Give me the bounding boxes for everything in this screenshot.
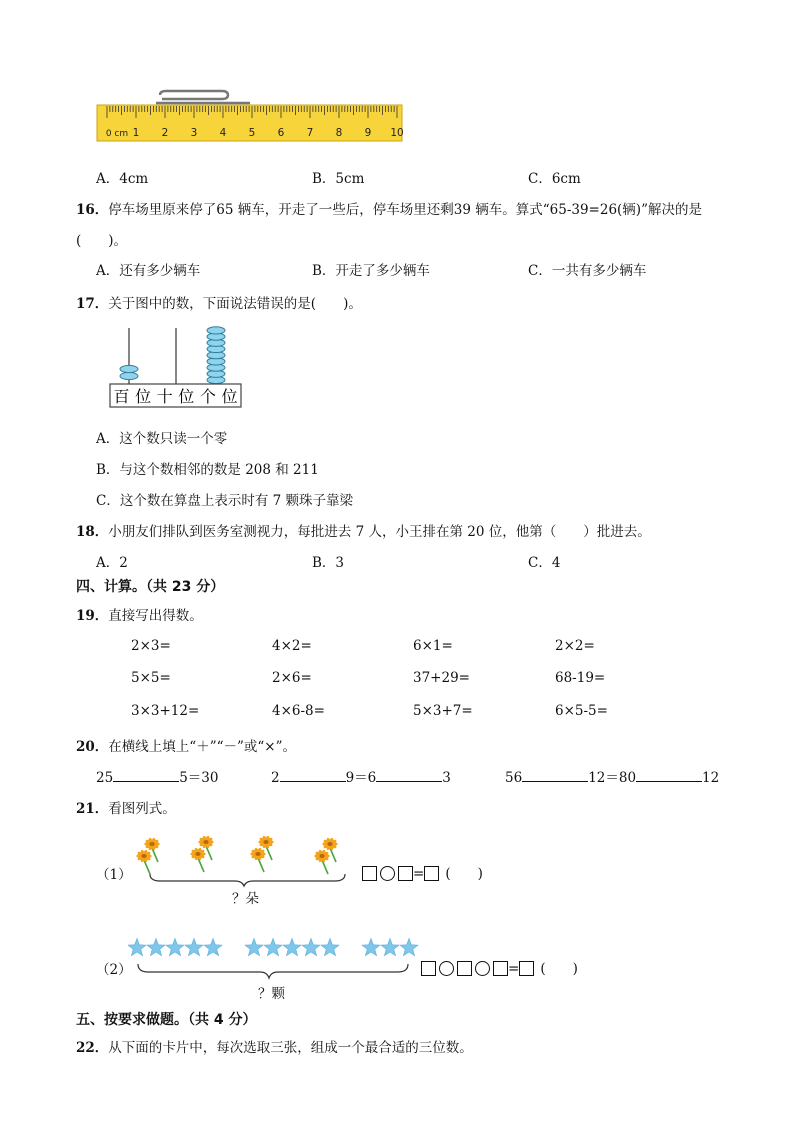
operator-circle[interactable] xyxy=(380,866,395,881)
ruler-label: 5 xyxy=(248,127,256,139)
ruler-label: 7 xyxy=(306,127,314,139)
q15-option-b[interactable]: B．5cm xyxy=(312,171,365,187)
q17-option-a[interactable]: A．这个数只读一个零 xyxy=(96,431,228,447)
q20-e1-left: 25 xyxy=(96,770,114,786)
abacus-place-labels: 百位十位个位 xyxy=(113,387,238,406)
stars xyxy=(128,939,418,956)
q20-number: 20． xyxy=(76,739,109,755)
ruler-figure xyxy=(96,86,406,144)
flower-stem xyxy=(152,848,158,862)
q20-text: 在横线上填上“＋”“－”或“×”。 xyxy=(108,739,297,755)
q20-blank[interactable] xyxy=(280,769,346,782)
unit-blank[interactable]: ( ) xyxy=(445,866,483,882)
q20-blank[interactable] xyxy=(376,769,442,782)
abacus-figure xyxy=(108,324,244,410)
flowers-brace xyxy=(150,874,345,886)
flower-stem xyxy=(206,846,212,860)
flowers xyxy=(136,835,337,874)
unit-blank[interactable]: ( ) xyxy=(540,961,578,977)
q18-option-b[interactable]: B．3 xyxy=(312,555,345,571)
q19-item[interactable]: 6×1= xyxy=(413,638,453,654)
star-icon xyxy=(362,939,380,956)
q17-question xyxy=(76,292,362,312)
q19-item[interactable]: 5×3+7= xyxy=(413,703,473,719)
equals-sign: = xyxy=(508,961,520,977)
abacus-beads-hundreds xyxy=(120,365,138,379)
q17-text: 关于图中的数，下面说法错误的是( )。 xyxy=(108,296,362,312)
ruler-label: 9 xyxy=(364,127,372,139)
flowers-figure xyxy=(130,830,360,888)
q20-blank[interactable] xyxy=(636,769,702,782)
ruler-label: 0 cm xyxy=(105,129,129,139)
q19-item[interactable]: 2×6= xyxy=(272,670,312,686)
q20-blank[interactable] xyxy=(113,769,179,782)
q16-text-line2: ( )。 xyxy=(76,233,128,249)
q19-question xyxy=(76,604,203,624)
ruler-label: 3 xyxy=(190,127,198,139)
q18-number: 18． xyxy=(76,524,109,540)
star-icon xyxy=(283,939,301,956)
q20-e3-right: 12 xyxy=(702,770,720,786)
q15-option-c[interactable]: C．6cm xyxy=(528,171,581,187)
answer-box[interactable] xyxy=(421,961,436,976)
flower-stem xyxy=(266,846,272,860)
q20-e2-left: 2 xyxy=(271,770,280,786)
star-icon xyxy=(400,939,418,956)
q18-option-a[interactable]: A．2 xyxy=(96,555,128,571)
q20-question xyxy=(76,735,296,755)
stars-figure xyxy=(128,934,423,984)
answer-box[interactable] xyxy=(493,961,508,976)
abacus-bead xyxy=(207,327,225,334)
ruler-label: 2 xyxy=(161,127,169,139)
operator-circle[interactable] xyxy=(439,961,454,976)
q20-expression-3 xyxy=(505,766,719,786)
q18-option-c[interactable]: C．4 xyxy=(528,555,561,571)
q19-item[interactable]: 6×5-5= xyxy=(555,703,608,719)
q17-number: 17． xyxy=(76,296,109,312)
q21-part2-equation xyxy=(421,957,578,977)
flower-stem xyxy=(322,860,328,874)
star-icon xyxy=(204,939,222,956)
q22-number: 22． xyxy=(76,1040,109,1056)
q16-text: 停车场里原来停了65 辆车，开走了一些后，停车场里还剩39 辆车。算式“65-39=26(辆)”解决的是 xyxy=(108,202,702,218)
ruler-label: 4 xyxy=(219,127,227,139)
answer-box[interactable] xyxy=(457,961,472,976)
answer-box[interactable] xyxy=(424,866,439,881)
paperclip xyxy=(156,91,250,103)
q19-item[interactable]: 4×6-8= xyxy=(272,703,325,719)
q20-e3-left: 56 xyxy=(505,770,523,786)
ruler-label: 8 xyxy=(335,127,343,139)
q21-part2-label: （2） xyxy=(96,962,132,978)
q19-item[interactable]: 68-19= xyxy=(555,670,606,686)
answer-box[interactable] xyxy=(519,961,534,976)
star-icon xyxy=(166,939,184,956)
section5-title: 五、按要求做题。（共 4 分） xyxy=(76,1012,257,1028)
q21-part1-label: （1） xyxy=(96,867,132,883)
q15-option-a[interactable]: A．4cm xyxy=(96,171,149,187)
star-icon xyxy=(321,939,339,956)
star-icon xyxy=(147,939,165,956)
q20-e2-mid: 9＝6 xyxy=(345,770,377,786)
q21-part2-caption: ？颗 xyxy=(258,986,285,1002)
flower-stem xyxy=(330,848,336,862)
flower-stem xyxy=(258,858,264,872)
q19-number: 19． xyxy=(76,608,109,624)
star-icon xyxy=(185,939,203,956)
q19-item[interactable]: 2×3= xyxy=(131,638,171,654)
flower-stem xyxy=(144,860,150,874)
ruler-label: 6 xyxy=(277,127,285,139)
q20-e2-right: 3 xyxy=(442,770,451,786)
q17-option-c[interactable]: C．这个数在算盘上表示时有 7 颗珠子靠梁 xyxy=(96,493,354,509)
q20-expression-1 xyxy=(96,766,218,786)
operator-circle[interactable] xyxy=(475,961,490,976)
q20-e1-right: 5＝30 xyxy=(179,770,219,786)
q21-part1-caption: ？朵 xyxy=(232,891,259,907)
ruler-label: 10 xyxy=(390,127,404,139)
q19-item[interactable]: 4×2= xyxy=(272,638,312,654)
q17-option-b[interactable]: B．与这个数相邻的数是 208 和 211 xyxy=(96,462,319,478)
q19-item[interactable]: 37+29= xyxy=(413,670,470,686)
abacus-bead xyxy=(120,372,138,379)
q19-item[interactable]: 5×5= xyxy=(131,670,171,686)
star-icon xyxy=(264,939,282,956)
q20-blank[interactable] xyxy=(522,769,588,782)
q21-number: 21． xyxy=(76,801,109,817)
q19-item[interactable]: 2×2= xyxy=(555,638,595,654)
q19-item[interactable]: 3×3+12= xyxy=(131,703,200,719)
q18-text: 小朋友们排队到医务室测视力，每批进去 7 人，小王排在第 20 位，他第（ ）批进去。 xyxy=(108,524,651,540)
star-icon xyxy=(381,939,399,956)
q19-text: 直接写出得数。 xyxy=(108,608,203,624)
section4-title: 四、计算。（共 23 分） xyxy=(76,579,225,595)
q16-question xyxy=(76,198,702,218)
abacus-bead xyxy=(120,365,138,372)
flower-stem xyxy=(198,858,204,872)
answer-box[interactable] xyxy=(398,866,413,881)
q20-e3-mid: 12＝80 xyxy=(588,770,637,786)
star-icon xyxy=(302,939,320,956)
star-icon xyxy=(245,939,263,956)
q18-question xyxy=(76,520,651,540)
star-icon xyxy=(128,939,146,956)
q16-option-a[interactable]: A．还有多少辆车 xyxy=(96,263,201,279)
q16-option-c[interactable]: C．一共有多少辆车 xyxy=(528,263,647,279)
ruler-label: 1 xyxy=(132,127,140,139)
q22-text: 从下面的卡片中，每次选取三张，组成一个最合适的三位数。 xyxy=(108,1040,473,1056)
answer-box[interactable] xyxy=(362,866,377,881)
abacus-beads-ones xyxy=(207,327,225,384)
q16-option-b[interactable]: B．开走了多少辆车 xyxy=(312,263,430,279)
q21-text: 看图列式。 xyxy=(108,801,176,817)
stars-brace xyxy=(138,964,408,978)
q20-expression-2 xyxy=(271,766,451,786)
q16-number: 16． xyxy=(76,202,109,218)
equals-sign: = xyxy=(413,866,425,882)
q21-question xyxy=(76,797,176,817)
q22-question xyxy=(76,1036,473,1056)
q21-part1-equation xyxy=(362,862,483,882)
